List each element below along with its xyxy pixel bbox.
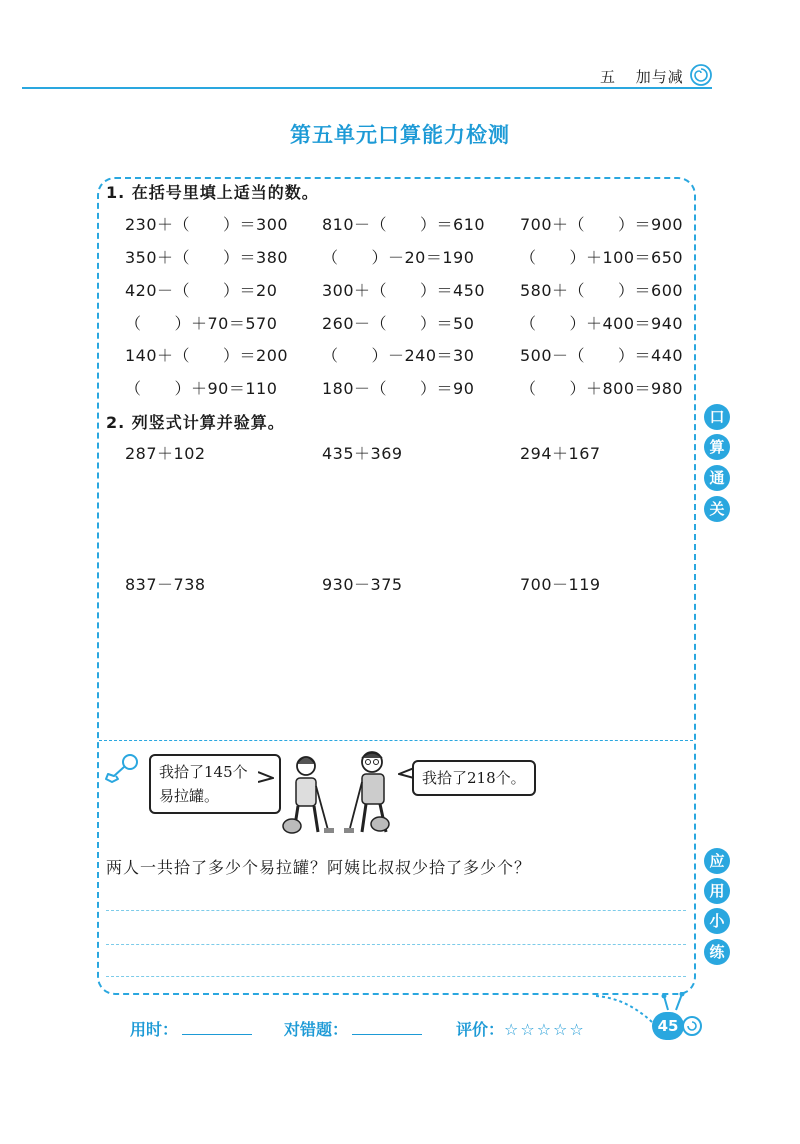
bubble-line: 我拾了145个 [159,763,248,781]
answer-line[interactable] [106,944,686,945]
errors-field [284,1017,422,1040]
page-title: 第五单元口算能力检测 [290,123,510,147]
side-tab-suan: 算 [704,434,730,460]
equation: （ ）＋90＝110 [125,379,278,398]
answer-line[interactable] [106,910,686,911]
equation: （ ）－240＝30 [322,346,475,365]
rating-stars[interactable]: ☆☆☆☆☆ [504,1020,586,1039]
equation: 230＋（ ）＝300 [125,215,289,234]
vertical-calc-problem: 435＋369 [322,444,403,463]
time-blank[interactable] [182,1020,252,1035]
equation: （ ）＋100＝650 [520,248,684,267]
side-tab-tong: 通 [704,465,730,491]
side-tab-lian: 练 [704,939,730,965]
equation: 300＋（ ）＝450 [322,281,486,300]
side-tab-ying: 应 [704,848,730,874]
section1-heading: 1. 在括号里填上适当的数。 [106,183,319,202]
errors-blank[interactable] [352,1020,422,1035]
vertical-calc-problem: 930－375 [322,575,403,594]
equation: 700＋（ ）＝900 [520,215,684,234]
time-label: 用时： [130,1020,179,1039]
vertical-calc-problem: 837－738 [125,575,206,594]
spiral-icon [690,64,712,86]
side-tab-xiao: 小 [704,908,730,934]
answer-line[interactable] [106,976,686,977]
unit-title: 加与减 [635,68,684,86]
equation: （ ）＋400＝940 [520,314,684,333]
side-tab-yong: 用 [704,878,730,904]
header-rule [22,87,712,89]
time-field [130,1017,252,1040]
bubble-line: 易拉罐。 [159,787,220,805]
vertical-calc-problem: 294＋167 [520,444,601,463]
section2-heading: 2. 列竖式计算并验算。 [106,413,285,432]
equation: （ ）＋70＝570 [125,314,278,333]
unit-header [600,66,698,87]
page-number-badge: 45 [652,1012,684,1040]
vertical-calc-problem: 287＋102 [125,444,206,463]
unit-number: 五 [600,68,617,86]
equation: 810－（ ）＝610 [322,215,486,234]
magnifier-hand-icon [102,752,142,786]
vertical-calc-problem: 700－119 [520,575,601,594]
equation: （ ）＋800＝980 [520,379,684,398]
dotted-trail-decoration [596,992,656,1032]
equation: （ ）－20＝190 [322,248,475,267]
word-problem-question: 两人一共拾了多少个易拉罐？阿姨比叔叔少拾了多少个？ [106,858,532,877]
side-tab-guan: 关 [704,496,730,522]
equation: 260－（ ）＝50 [322,314,475,333]
snail-shell-icon [682,1010,704,1040]
equation: 180－（ ）＝90 [322,379,475,398]
section-divider [99,740,693,741]
rating-label: 评价： [456,1020,505,1039]
equation: 140＋（ ）＝200 [125,346,289,365]
children-collecting-cans-illustration [270,748,410,840]
snail-antenna-icon [660,992,700,1012]
equation: 350＋（ ）＝380 [125,248,289,267]
equation: 580＋（ ）＝600 [520,281,684,300]
speech-bubble-man: 我拾了218个。 [412,760,536,796]
side-tab-kou: 口 [704,404,730,430]
equation: 420－（ ）＝20 [125,281,278,300]
equation: 500－（ ）＝440 [520,346,684,365]
rating-field [456,1017,586,1040]
errors-label: 对错题： [284,1020,349,1039]
